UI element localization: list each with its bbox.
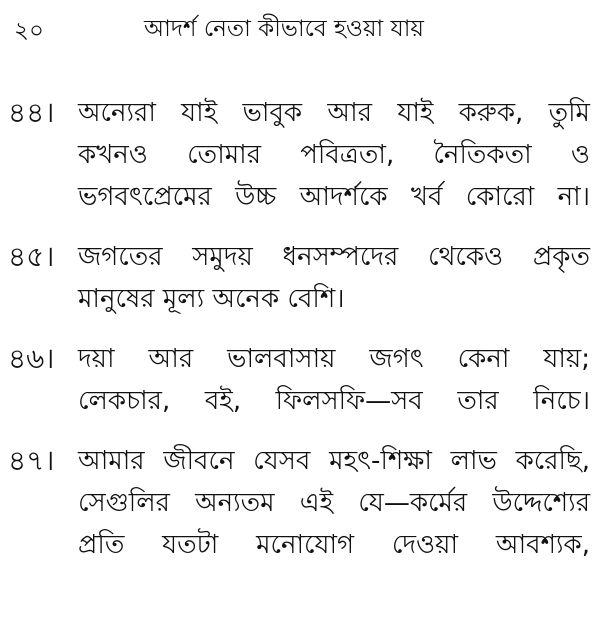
verse-45 bbox=[8, 236, 590, 320]
verse-number: ৪৪। bbox=[8, 96, 55, 129]
running-title: আদর্শ নেতা কীভাবে হওয়া যায় bbox=[144, 16, 424, 42]
verse-text bbox=[78, 440, 590, 566]
verse-47 bbox=[8, 440, 590, 566]
verse-line: কখনও তোমার পবিত্রতা, নৈতিকতা ও bbox=[78, 140, 590, 170]
verse-line: জগতের সমুদয় ধনসম্পদের থেকেও প্রকৃত bbox=[78, 242, 590, 272]
verse-text bbox=[78, 338, 590, 422]
verse-text bbox=[78, 236, 590, 320]
verse-46 bbox=[8, 338, 590, 422]
verse-line: দয়া আর ভালবাসায় জগৎ কেনা যায়; bbox=[78, 344, 590, 374]
verse-number: ৪৭। bbox=[8, 444, 55, 477]
verse-line: লেকচার, বই, ফিলসফি—সব তার নিচে। bbox=[78, 386, 590, 416]
verse-list bbox=[8, 92, 590, 584]
verse-text bbox=[78, 92, 590, 218]
verse-line: আমার জীবনে যেসব মহৎ-শিক্ষা লাভ করেছি, bbox=[78, 446, 590, 476]
page-number: ২০ bbox=[14, 18, 44, 44]
verse-line: প্রতি যতটা মনোযোগ দেওয়া আবশ্যক, bbox=[78, 530, 590, 560]
verse-line: সেগুলির অন্যতম এই যে—কর্মের উদ্দেশ্যের bbox=[78, 488, 590, 518]
running-header bbox=[8, 8, 590, 50]
verse-line: মানুষের মূল্য অনেক বেশি। bbox=[78, 284, 345, 314]
verse-line: ভগবৎপ্রেমের উচ্চ আদর্শকে খর্ব কোরো না। bbox=[78, 182, 590, 212]
verse-line: অন্যেরা যাই ভাবুক আর যাই করুক, তুমি bbox=[78, 98, 590, 128]
verse-44 bbox=[8, 92, 590, 218]
verse-number: ৪৬। bbox=[8, 342, 55, 375]
verse-number: ৪৫। bbox=[8, 240, 55, 273]
